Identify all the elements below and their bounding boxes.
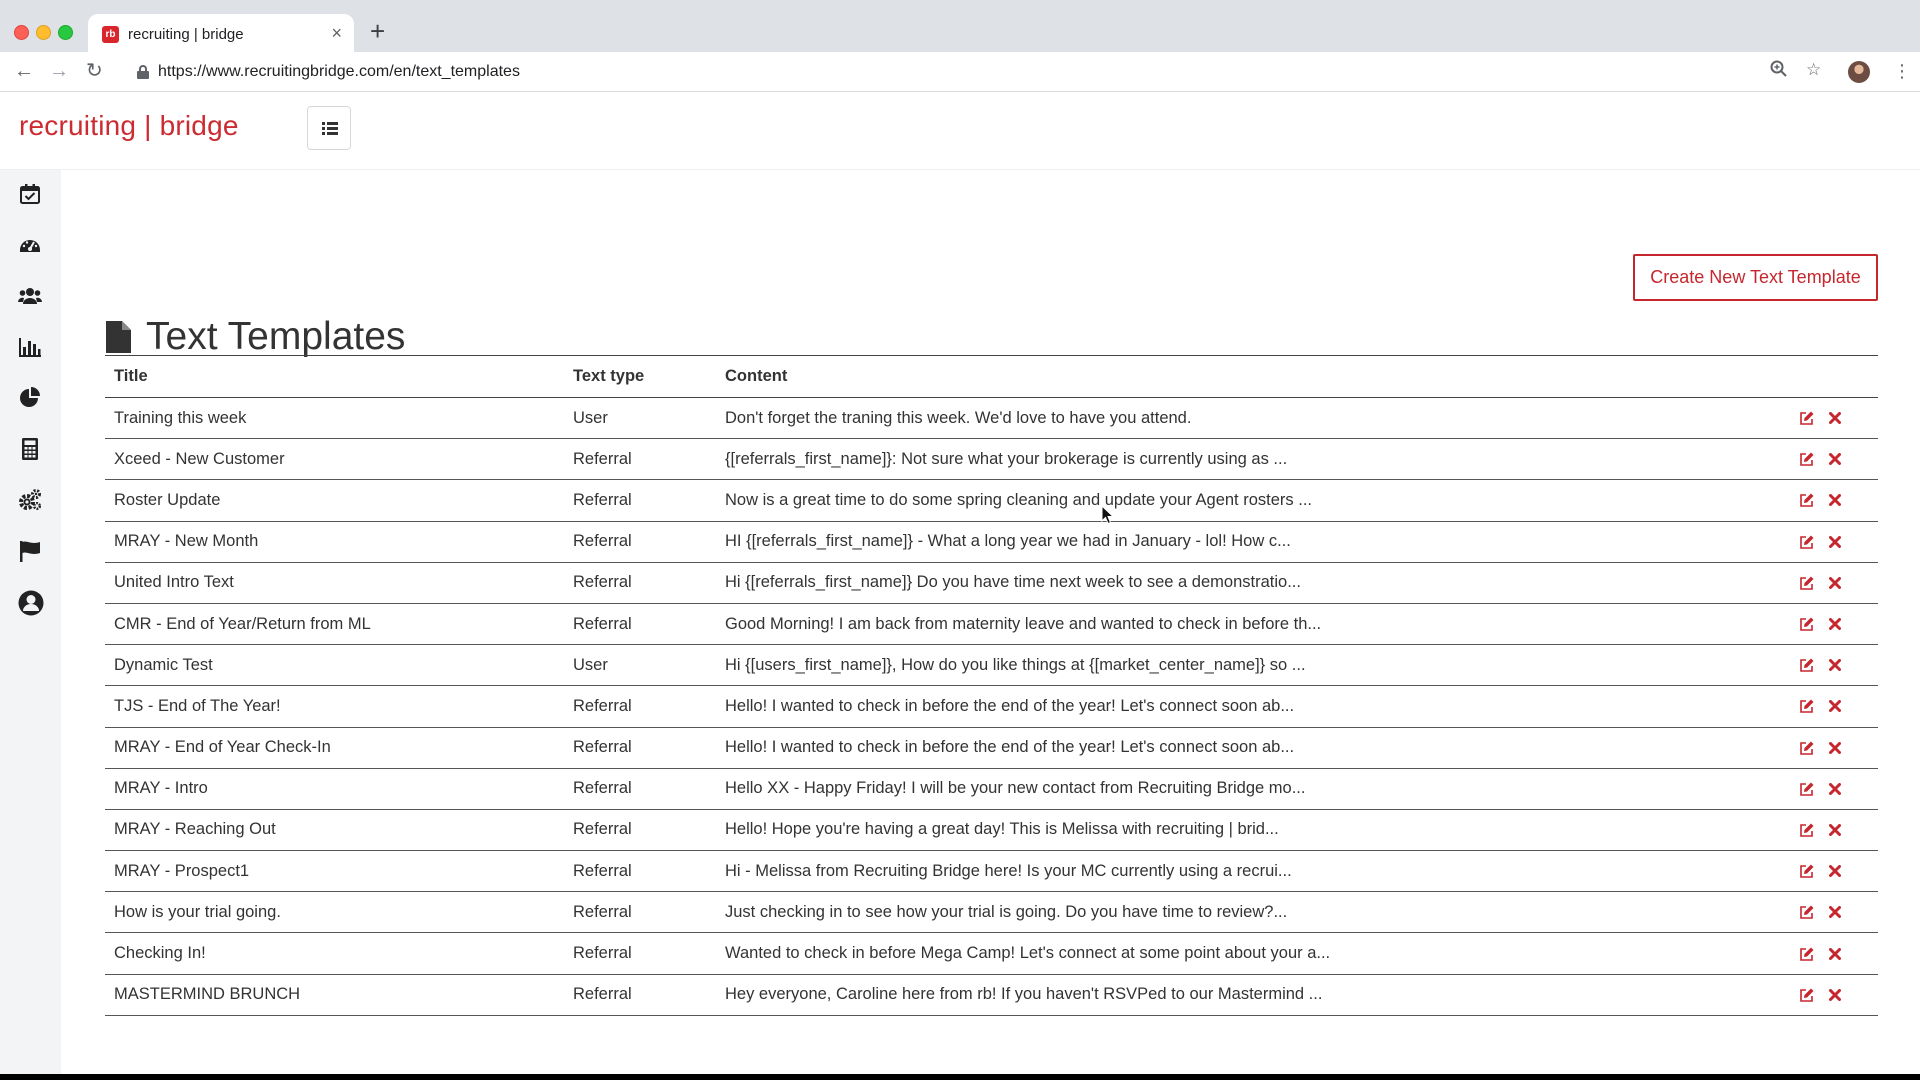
- browser-chrome: [0, 0, 1920, 92]
- bookmark-star-icon[interactable]: ☆: [1806, 60, 1822, 79]
- main-content: [61, 170, 1920, 1074]
- table-row: [105, 727, 1878, 768]
- back-icon[interactable]: ←: [14, 60, 34, 82]
- template-text-type: Referral: [564, 480, 716, 521]
- lock-icon: [137, 65, 147, 78]
- template-content: Hello! I wanted to check in before the end of the year! Let's connect soon ab...: [716, 727, 1782, 768]
- forward-icon[interactable]: →: [49, 60, 69, 82]
- template-content: Hi {[users_first_name]}, How do you like things at {[market_center_name]} so ...: [716, 645, 1782, 686]
- table-row: [105, 480, 1878, 521]
- template-title[interactable]: CMR - End of Year/Return from ML: [105, 603, 564, 644]
- template-title[interactable]: MRAY - Prospect1: [105, 851, 564, 892]
- row-actions: [1782, 851, 1878, 892]
- reload-icon[interactable]: ↻: [86, 60, 103, 82]
- row-actions: [1782, 768, 1878, 809]
- sidebar-item-flags[interactable]: [18, 539, 42, 563]
- page-heading: Text Templates: [146, 315, 406, 358]
- window-minimize-button[interactable]: [36, 25, 51, 40]
- template-content: Don't forget the traning this week. We'd love to have you attend.: [716, 398, 1782, 439]
- browser-menu-icon[interactable]: ⋮: [1893, 61, 1911, 81]
- template-title[interactable]: MRAY - Intro: [105, 768, 564, 809]
- edit-icon[interactable]: [1799, 575, 1815, 591]
- tab-title: recruiting | bridge: [128, 26, 244, 43]
- list-icon: [322, 122, 338, 135]
- template-text-type: Referral: [564, 892, 716, 933]
- template-content: Good Morning! I am back from maternity leave and wanted to check in before th...: [716, 603, 1782, 644]
- sidebar-item-dashboard[interactable]: [18, 233, 42, 257]
- template-title[interactable]: TJS - End of The Year!: [105, 686, 564, 727]
- template-title[interactable]: MRAY - Reaching Out: [105, 809, 564, 850]
- template-text-type: Referral: [564, 768, 716, 809]
- row-actions: [1782, 727, 1878, 768]
- template-content: Hey everyone, Caroline here from rb! If you haven't RSVPed to our Mastermind ...: [716, 974, 1782, 1015]
- template-title[interactable]: MRAY - New Month: [105, 521, 564, 562]
- template-content: Now is a great time to do some spring cleaning and update your Agent rosters ...: [716, 480, 1782, 521]
- edit-icon[interactable]: [1799, 904, 1815, 920]
- template-text-type: Referral: [564, 686, 716, 727]
- table-row: [105, 603, 1878, 644]
- delete-icon[interactable]: [1829, 948, 1841, 960]
- row-actions: [1782, 398, 1878, 439]
- table-header-row: [105, 356, 1878, 398]
- delete-icon[interactable]: [1829, 577, 1841, 589]
- dashboard-icon: [18, 233, 42, 257]
- template-content: Hello XX - Happy Friday! I will be your new contact from Recruiting Bridge mo...: [716, 768, 1782, 809]
- template-content: Hi {[referrals_first_name]} Do you have time next week to see a demonstratio...: [716, 562, 1782, 603]
- template-title[interactable]: Dynamic Test: [105, 645, 564, 686]
- delete-icon[interactable]: [1829, 618, 1841, 630]
- edit-icon[interactable]: [1799, 534, 1815, 550]
- edit-icon[interactable]: [1799, 863, 1815, 879]
- create-text-template-button[interactable]: Create New Text Template: [1633, 254, 1878, 301]
- template-text-type: Referral: [564, 603, 716, 644]
- menu-toggle-button[interactable]: [307, 106, 351, 150]
- table-row: [105, 686, 1878, 727]
- table-row: [105, 398, 1878, 439]
- zoom-icon[interactable]: [1770, 60, 1788, 78]
- template-title[interactable]: MRAY - End of Year Check-In: [105, 727, 564, 768]
- edit-icon[interactable]: [1799, 987, 1815, 1003]
- delete-icon[interactable]: [1829, 659, 1841, 671]
- header-title[interactable]: Title: [105, 356, 564, 398]
- template-content: Just checking in to see how your trial is going. Do you have time to review?...: [716, 892, 1782, 933]
- mouse-cursor: [1101, 505, 1115, 525]
- sidebar-item-calculator[interactable]: [18, 437, 42, 461]
- edit-icon[interactable]: [1799, 451, 1815, 467]
- row-actions: [1782, 933, 1878, 974]
- table-row: [105, 892, 1878, 933]
- row-actions: [1782, 603, 1878, 644]
- users-icon: [18, 284, 42, 308]
- header-actions: [1782, 356, 1878, 398]
- template-content: Wanted to check in before Mega Camp! Let's connect at some point about your a...: [716, 933, 1782, 974]
- sidebar-item-analytics[interactable]: [18, 386, 42, 410]
- row-actions: [1782, 974, 1878, 1015]
- template-title[interactable]: Xceed - New Customer: [105, 439, 564, 480]
- row-actions: [1782, 645, 1878, 686]
- pie-chart-icon: [18, 386, 42, 410]
- window-maximize-button[interactable]: [58, 25, 73, 40]
- sidebar-item-profile[interactable]: [18, 590, 44, 616]
- sidebar-item-calendar[interactable]: [18, 182, 42, 206]
- favicon-icon: rb: [102, 26, 119, 43]
- template-content: Hello! Hope you're having a great day! This is Melissa with recruiting | brid...: [716, 809, 1782, 850]
- table-body: [105, 398, 1878, 1016]
- delete-icon[interactable]: [1829, 742, 1841, 754]
- sidebar-item-users[interactable]: [18, 284, 42, 308]
- row-actions: [1782, 686, 1878, 727]
- table-row: [105, 439, 1878, 480]
- delete-icon[interactable]: [1829, 412, 1841, 424]
- template-text-type: Referral: [564, 727, 716, 768]
- delete-icon[interactable]: [1829, 453, 1841, 465]
- template-title[interactable]: MASTERMIND BRUNCH: [105, 974, 564, 1015]
- flag-icon: [18, 539, 42, 563]
- table-row: [105, 645, 1878, 686]
- edit-icon[interactable]: [1799, 781, 1815, 797]
- sidebar-item-reports[interactable]: [18, 335, 42, 359]
- table-row: [105, 974, 1878, 1015]
- cogs-icon: [18, 488, 42, 512]
- row-actions: [1782, 439, 1878, 480]
- header-text-type[interactable]: Text type: [564, 356, 716, 398]
- template-title[interactable]: How is your trial going.: [105, 892, 564, 933]
- document-icon: [106, 321, 131, 353]
- template-content: Hello! I wanted to check in before the end of the year! Let's connect soon ab...: [716, 686, 1782, 727]
- row-actions: [1782, 892, 1878, 933]
- header-content[interactable]: Content: [716, 356, 1782, 398]
- delete-icon[interactable]: [1829, 906, 1841, 918]
- template-title[interactable]: Training this week: [105, 398, 564, 439]
- tab-strip: [0, 4, 1920, 52]
- template-text-type: Referral: [564, 439, 716, 480]
- row-actions: [1782, 562, 1878, 603]
- template-title[interactable]: United Intro Text: [105, 562, 564, 603]
- profile-avatar[interactable]: [1848, 61, 1870, 83]
- template-content: HI {[referrals_first_name]} - What a long year we had in January - lol! How c...: [716, 521, 1782, 562]
- template-title[interactable]: Checking In!: [105, 933, 564, 974]
- delete-icon[interactable]: [1829, 824, 1841, 836]
- app-header: [0, 92, 1920, 170]
- sidebar: [0, 170, 61, 1074]
- url-text: https://www.recruitingbridge.com/en/text_templates: [158, 63, 520, 80]
- tab-close-icon[interactable]: ×: [331, 23, 342, 43]
- app: [0, 92, 1920, 1074]
- sidebar-item-settings[interactable]: [18, 488, 42, 512]
- template-text-type: Referral: [564, 521, 716, 562]
- table-row: [105, 521, 1878, 562]
- browser-toolbar: [0, 52, 1920, 92]
- calendar-check-icon: [18, 182, 42, 206]
- template-text-type: Referral: [564, 809, 716, 850]
- address-bar[interactable]: [124, 56, 1834, 88]
- template-text-type: User: [564, 398, 716, 439]
- row-actions: [1782, 809, 1878, 850]
- edit-icon[interactable]: [1799, 822, 1815, 838]
- template-content: {[referrals_first_name]}: Not sure what your brokerage is currently using as ...: [716, 439, 1782, 480]
- templates-table: [105, 355, 1878, 1016]
- table-row: [105, 933, 1878, 974]
- row-actions: [1782, 521, 1878, 562]
- delete-icon[interactable]: [1829, 536, 1841, 548]
- template-text-type: Referral: [564, 851, 716, 892]
- template-text-type: User: [564, 645, 716, 686]
- table-row: [105, 562, 1878, 603]
- template-title[interactable]: Roster Update: [105, 480, 564, 521]
- new-tab-button[interactable]: +: [370, 16, 386, 46]
- table-row: [105, 768, 1878, 809]
- app-logo[interactable]: recruiting | bridge: [19, 110, 239, 141]
- browser-tab[interactable]: [88, 14, 354, 54]
- table-row: [105, 851, 1878, 892]
- template-content: Hi - Melissa from Recruiting Bridge here! Is your MC currently using a recrui...: [716, 851, 1782, 892]
- bar-chart-icon: [18, 335, 42, 359]
- edit-icon[interactable]: [1799, 946, 1815, 962]
- edit-icon[interactable]: [1799, 410, 1815, 426]
- calculator-icon: [18, 437, 42, 461]
- edit-icon[interactable]: [1799, 740, 1815, 756]
- edit-icon[interactable]: [1799, 698, 1815, 714]
- edit-icon[interactable]: [1799, 616, 1815, 632]
- template-text-type: Referral: [564, 562, 716, 603]
- window-close-button[interactable]: [14, 25, 29, 40]
- template-text-type: Referral: [564, 974, 716, 1015]
- row-actions: [1782, 480, 1878, 521]
- delete-icon[interactable]: [1829, 700, 1841, 712]
- delete-icon[interactable]: [1829, 989, 1841, 1001]
- delete-icon[interactable]: [1829, 494, 1841, 506]
- screen-bottom-edge: [0, 1074, 1920, 1080]
- table-row: [105, 809, 1878, 850]
- edit-icon[interactable]: [1799, 657, 1815, 673]
- edit-icon[interactable]: [1799, 492, 1815, 508]
- template-text-type: Referral: [564, 933, 716, 974]
- delete-icon[interactable]: [1829, 865, 1841, 877]
- delete-icon[interactable]: [1829, 783, 1841, 795]
- user-icon: [18, 590, 44, 616]
